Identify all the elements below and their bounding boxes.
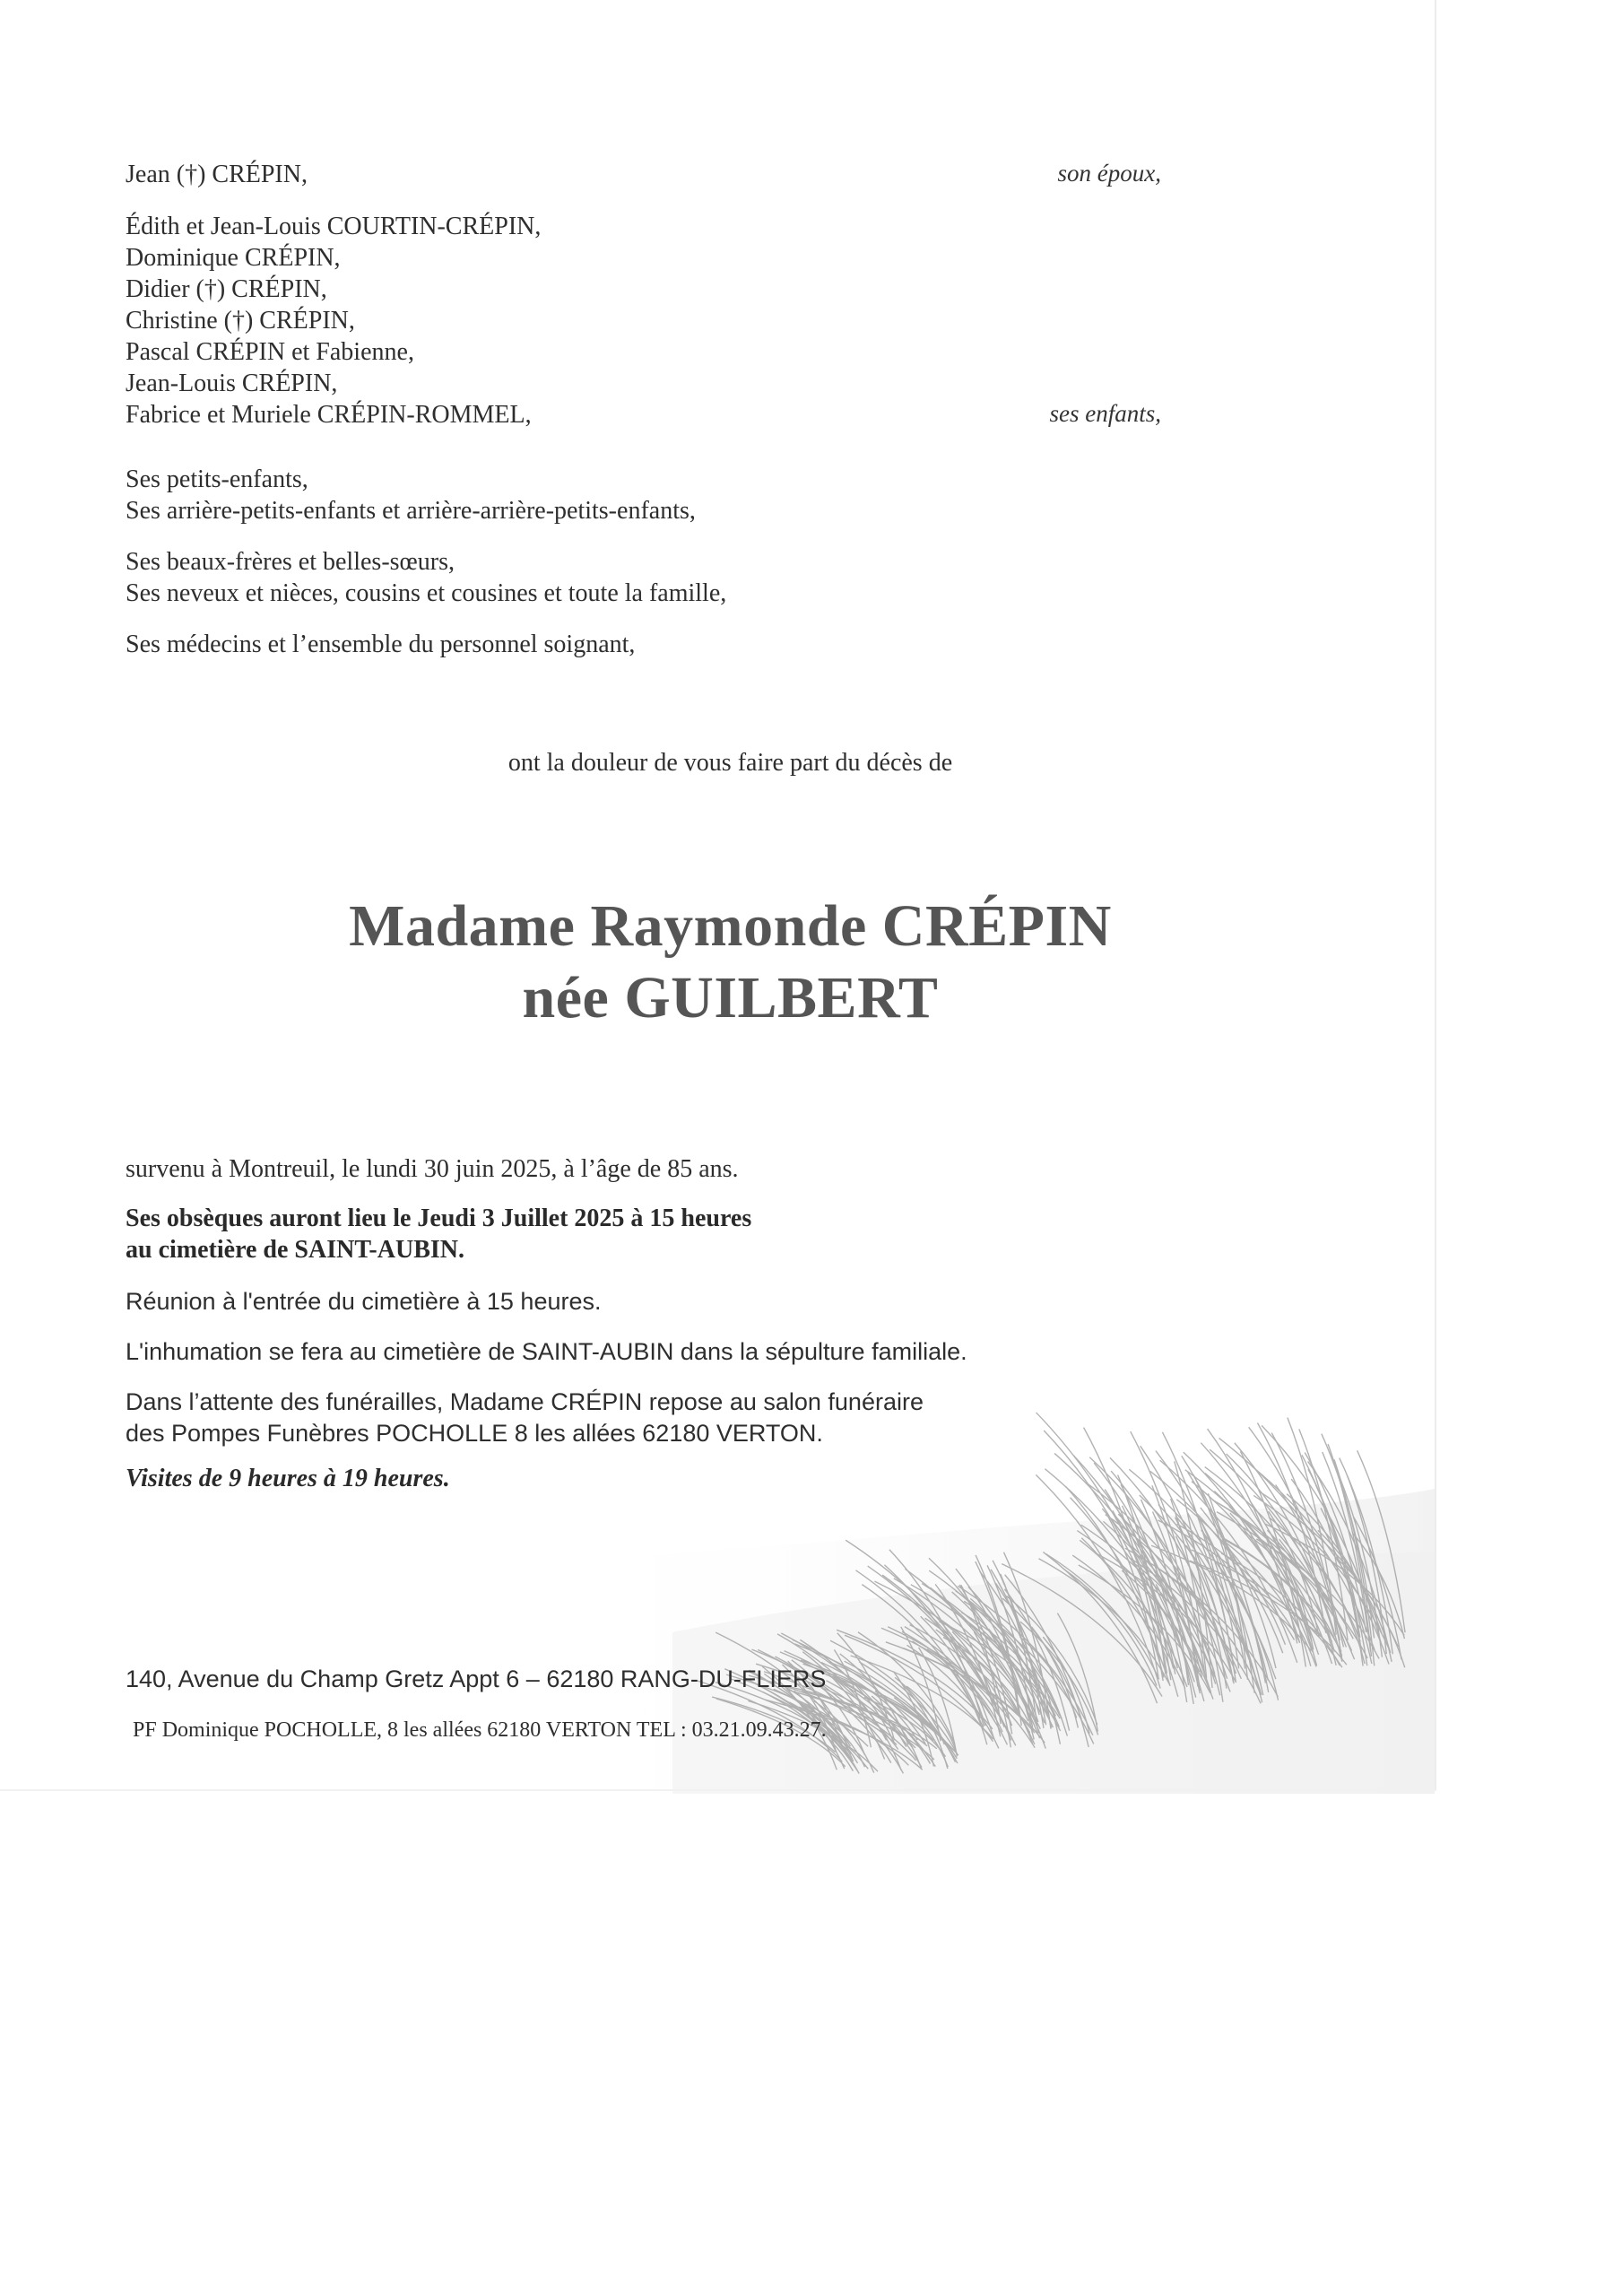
great-grandchildren-line: Ses arrière-petits-enfants et arrière-arrière-petits-enfants, <box>126 497 696 525</box>
deceased-name: Madame Raymonde CRÉPIN <box>349 893 1112 959</box>
deceased-maiden-name: née GUILBERT <box>522 965 939 1031</box>
child-line: Pascal CRÉPIN et Fabienne, <box>126 338 414 366</box>
child-line: Didier (†) CRÉPIN, <box>126 275 327 303</box>
child-line: Fabrice et Muriele CRÉPIN-ROMMEL, <box>126 401 532 429</box>
paper-bottom-edge <box>0 1789 1436 1791</box>
spouse-role: son époux, <box>1057 160 1161 187</box>
funeral-line-1: Ses obsèques auront lieu le Jeudi 3 Juillet 2025 à 15 heures <box>126 1205 752 1232</box>
relatives-line: Ses neveux et nièces, cousins et cousines et toute la famille, <box>126 579 727 607</box>
meeting-info: Réunion à l'entrée du cimetière à 15 heures. <box>126 1288 602 1315</box>
child-line: Dominique CRÉPIN, <box>126 244 341 272</box>
spouse-line: Jean (†) CRÉPIN, <box>126 161 308 188</box>
family-address: 140, Avenue du Champ Gretz Appt 6 – 62180 RANG-DU-FLIERS <box>126 1665 827 1692</box>
funeral-line-2: au cimetière de SAINT-AUBIN. <box>126 1236 464 1264</box>
burial-info: L'inhumation se fera au cimetière de SAINT-AUBIN dans la sépulture familiale. <box>126 1338 967 1365</box>
children-role: ses enfants, <box>1049 400 1161 427</box>
child-line: Jean-Louis CRÉPIN, <box>126 370 338 397</box>
grandchildren-line: Ses petits-enfants, <box>126 465 308 493</box>
medical-line: Ses médecins et l’ensemble du personnel soignant, <box>126 631 636 658</box>
child-line: Christine (†) CRÉPIN, <box>126 307 355 335</box>
relatives-line: Ses beaux-frères et belles-sœurs, <box>126 548 455 576</box>
paper-edge <box>1435 0 1436 1789</box>
funeral-home-contact: PF Dominique POCHOLLE, 8 les allées 62180 VERTON TEL : 03.21.09.43.27. <box>133 1718 827 1742</box>
death-details: survenu à Montreuil, le lundi 30 juin 2025, à l’âge de 85 ans. <box>126 1155 739 1183</box>
rest-info-line-2: des Pompes Funèbres POCHOLLE 8 les allées 62180 VERTON. <box>126 1420 823 1447</box>
child-line: Édith et Jean-Louis COURTIN-CRÉPIN, <box>126 213 542 240</box>
announcement: ont la douleur de vous faire part du décès de <box>507 749 953 777</box>
visiting-hours: Visites de 9 heures à 19 heures. <box>126 1465 450 1492</box>
rest-info-line-1: Dans l’attente des funérailles, Madame CRÉPIN repose au salon funéraire <box>126 1388 924 1415</box>
